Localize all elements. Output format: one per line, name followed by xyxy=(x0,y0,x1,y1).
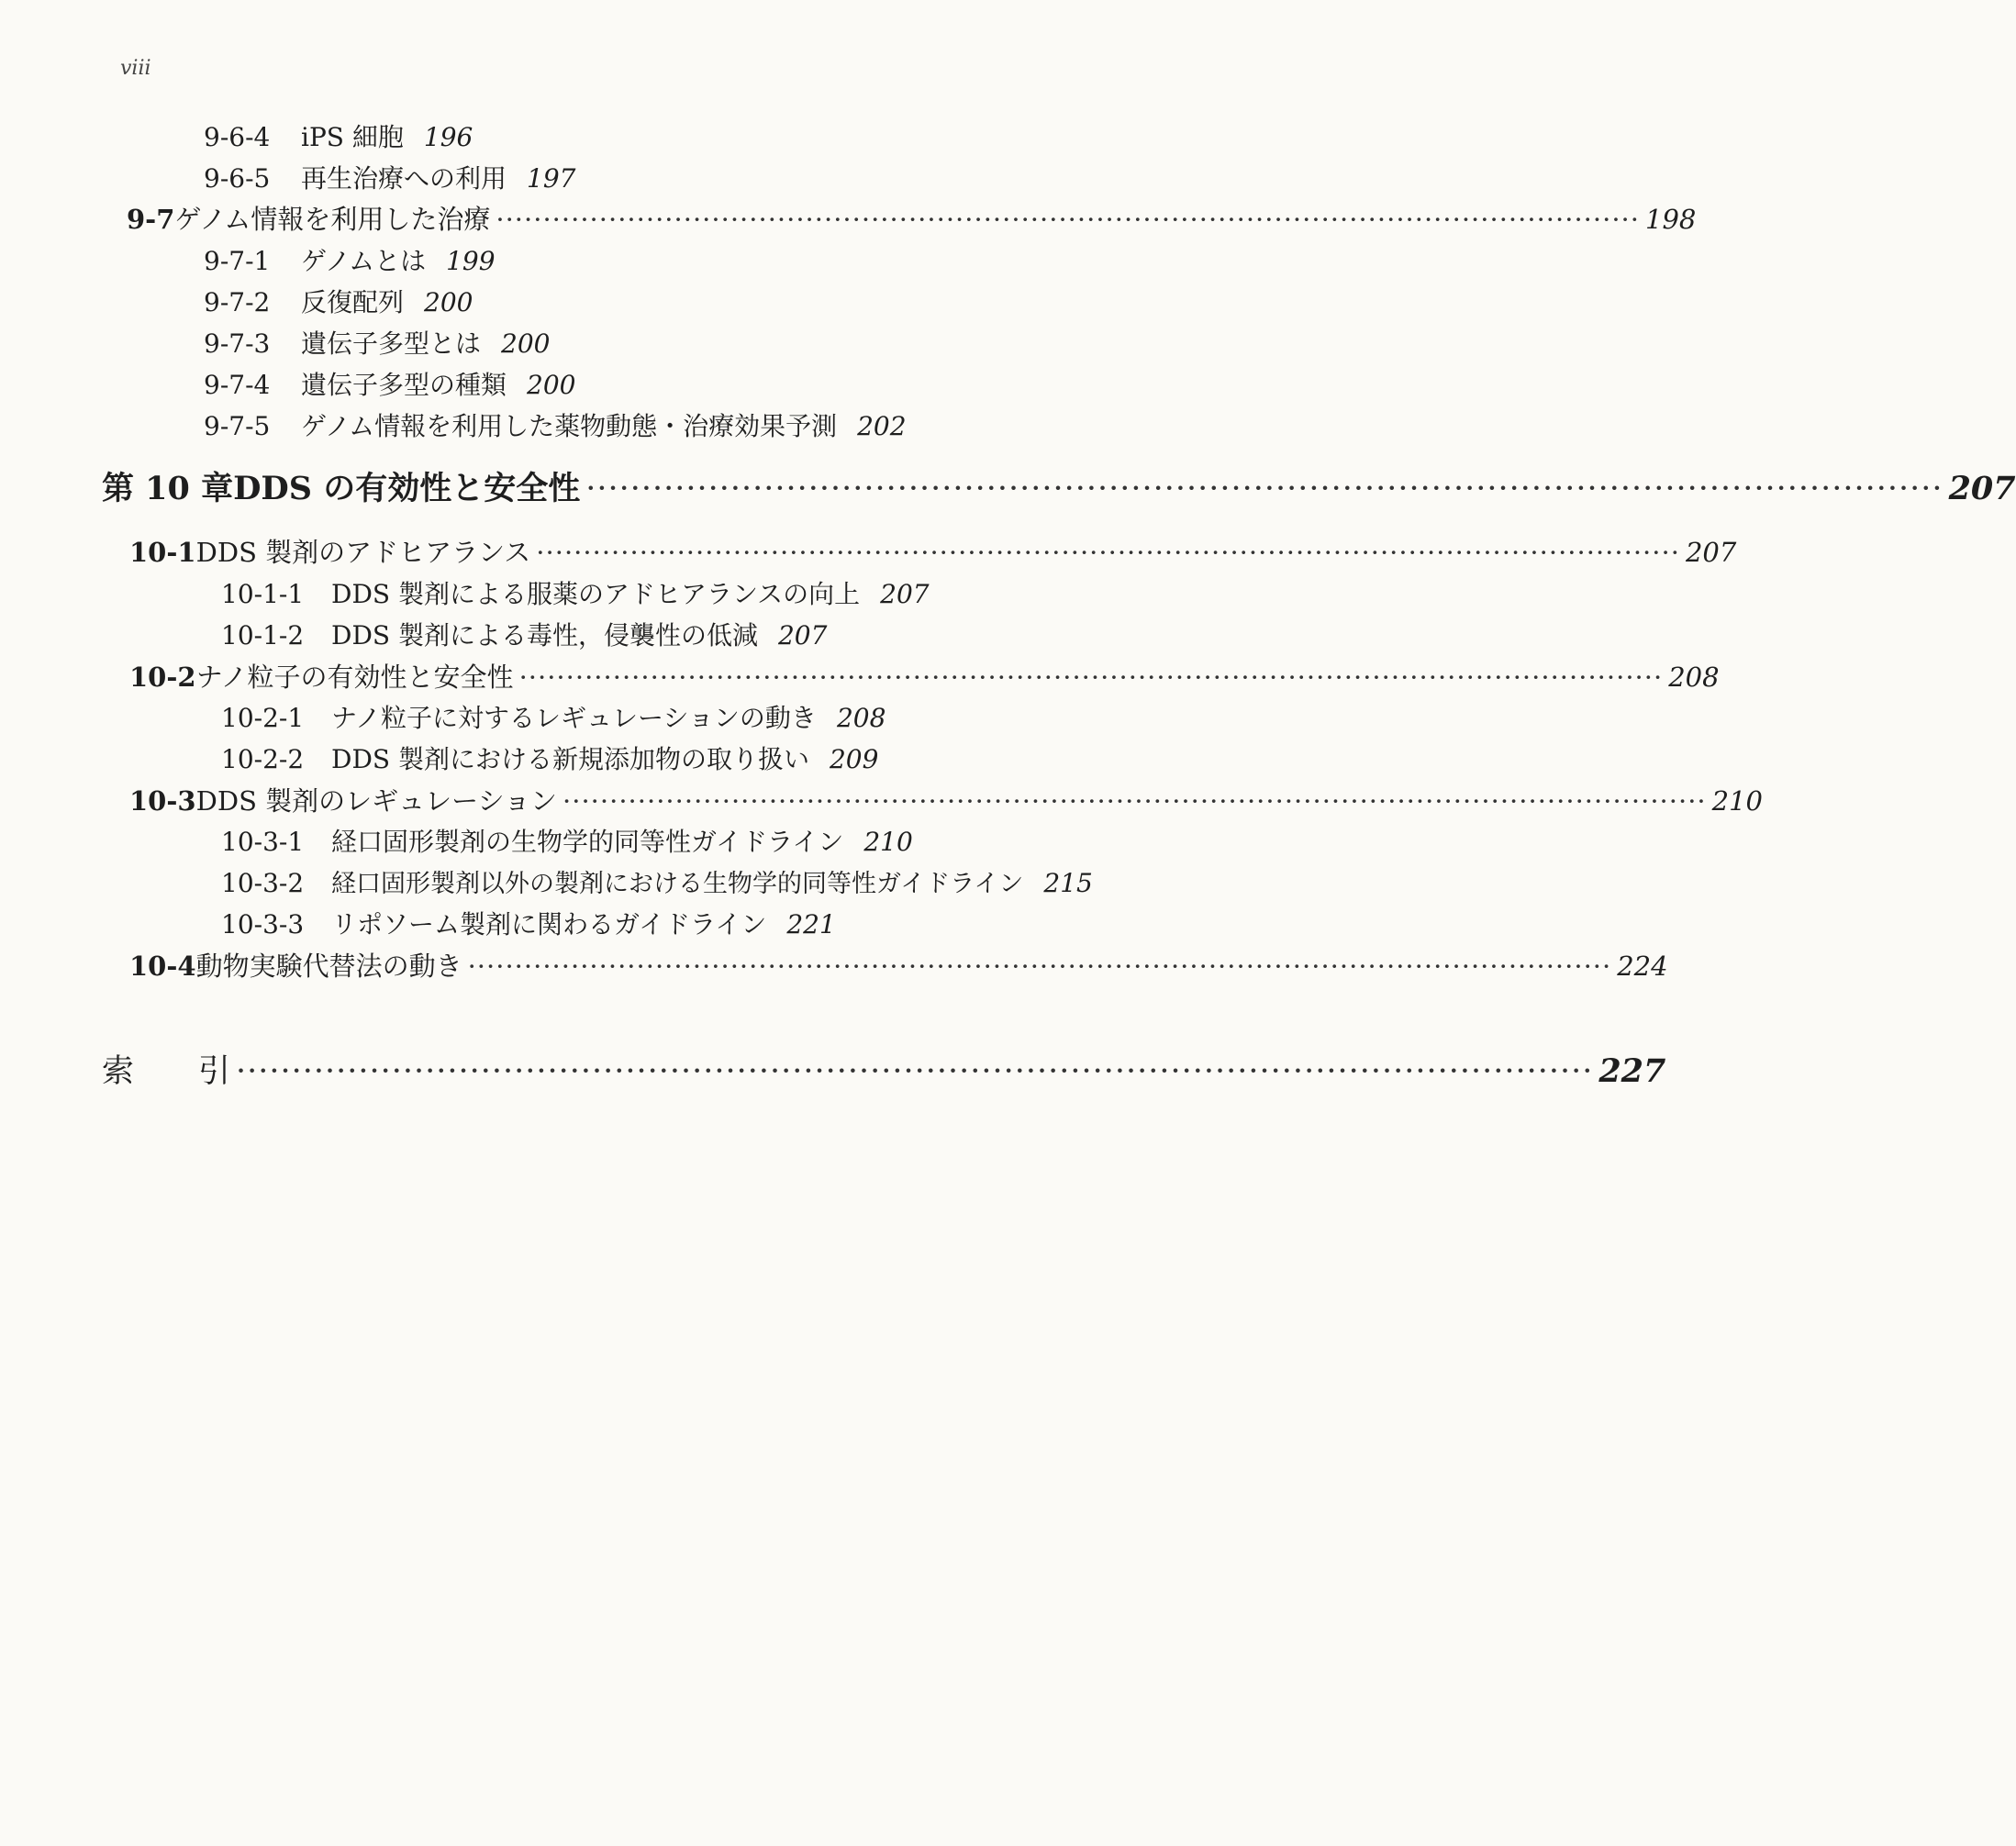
toc-entry-9-7-3[interactable] xyxy=(204,324,1030,361)
toc-entry-10-2-2[interactable] xyxy=(221,740,1084,776)
toc-entry-10-4[interactable] xyxy=(129,946,1668,984)
toc-entry-10-3-2[interactable] xyxy=(221,863,1111,899)
entry-page: 196 xyxy=(423,122,473,152)
entry-page: 208 xyxy=(836,703,886,733)
entry-page: 198 xyxy=(1645,204,1697,235)
entry-number: 10-3-2 xyxy=(221,868,305,898)
toc-entry-10-3-1[interactable] xyxy=(221,822,1084,859)
entry-page: 210 xyxy=(863,827,913,857)
entry-title: ゲノム情報を利用した治療 xyxy=(174,204,491,235)
toc-entry-10-1-1[interactable] xyxy=(221,574,1084,611)
toc-entry-9-7[interactable] xyxy=(127,199,1697,237)
toc-index[interactable] xyxy=(102,1046,1666,1092)
entry-title: iPS 細胞 xyxy=(301,122,404,152)
entry-title: ゲノムとは xyxy=(301,246,427,276)
entry-page: 208 xyxy=(1668,662,1720,693)
index-page: 227 xyxy=(1598,1052,1666,1090)
entry-title: リポソーム製剤に関わるガイドライン xyxy=(331,909,767,940)
entry-number: 9-7-4 xyxy=(204,370,271,400)
entry-page: 202 xyxy=(857,411,907,441)
entry-number: 9-7-1 xyxy=(204,246,271,276)
leader-dots: ·························································································································· xyxy=(496,204,1640,235)
entry-number: 9-6-5 xyxy=(204,163,271,194)
leader-dots: ·························································································································· xyxy=(236,1053,1594,1090)
entry-page: 200 xyxy=(527,370,576,400)
toc-entry-10-2[interactable] xyxy=(129,657,1720,695)
entry-title: DDS 製剤のアドヒアランス xyxy=(195,537,531,568)
entry-title: DDS 製剤のレギュレーション xyxy=(195,785,558,817)
entry-title: ゲノム情報を利用した薬物動態・治療効果予測 xyxy=(301,411,838,441)
toc-entry-9-7-5[interactable] xyxy=(204,406,1075,443)
entry-title: 経口固形製剤以外の製剤における生物学的同等性ガイドライン xyxy=(331,870,1024,898)
leader-dots: ·························································································································· xyxy=(467,951,1612,982)
entry-title: ナノ粒子に対するレギュレーションの動き xyxy=(331,703,817,733)
entry-page: 207 xyxy=(777,620,828,651)
entry-title: DDS 製剤における新規添加物の取り扱い xyxy=(331,744,809,774)
toc-entry-9-7-1[interactable] xyxy=(204,241,1030,278)
index-title: 索 引 xyxy=(102,1053,231,1090)
entry-title: DDS 製剤による毒性，侵襲性の低減 xyxy=(331,620,758,651)
toc-entry-10-3-3[interactable] xyxy=(221,905,1084,941)
entry-page: 209 xyxy=(829,744,879,774)
entry-title: 遺伝子多型とは xyxy=(301,328,482,359)
toc-entry-10-1[interactable] xyxy=(129,532,1737,570)
entry-number: 9-7-3 xyxy=(204,328,271,359)
toc-entry-9-7-4[interactable] xyxy=(204,365,1030,402)
entry-title: 動物実験代替法の動き xyxy=(195,951,462,982)
entry-number: 9-6-4 xyxy=(204,122,271,152)
entry-number: 10-4 xyxy=(129,951,196,982)
entry-number: 10-1 xyxy=(129,537,196,568)
chapter-page: 207 xyxy=(1948,470,2016,507)
leader-dots: ·························································································································· xyxy=(562,785,1707,817)
page-folio: viii xyxy=(120,57,151,80)
entry-page: 199 xyxy=(446,246,496,276)
entry-number: 10-3-1 xyxy=(221,827,305,857)
entry-number: 9-7 xyxy=(127,204,175,235)
entry-page: 221 xyxy=(786,909,836,940)
entry-page: 207 xyxy=(880,579,930,609)
toc-entry-9-6-5[interactable] xyxy=(204,159,1030,195)
toc-entry-9-7-2[interactable] xyxy=(204,283,1030,319)
entry-title: 遺伝子多型の種類 xyxy=(301,370,507,400)
entry-number: 10-1-2 xyxy=(221,620,305,651)
toc-entry-9-6-4[interactable] xyxy=(204,117,1030,154)
leader-dots: ·························································································································· xyxy=(518,662,1664,693)
chapter-number: 第 10 章 xyxy=(102,470,234,507)
leader-dots: ·························································································································· xyxy=(585,471,1944,507)
entry-number: 10-3 xyxy=(129,785,196,817)
entry-number: 9-7-5 xyxy=(204,411,271,441)
entry-title: 反復配列 xyxy=(301,287,405,317)
entry-title: ナノ粒子の有効性と安全性 xyxy=(195,662,514,693)
entry-number: 10-2 xyxy=(129,662,196,693)
toc-chapter-10[interactable] xyxy=(102,463,2016,509)
entry-number: 10-1-1 xyxy=(221,579,305,609)
entry-page: 197 xyxy=(527,163,576,194)
toc-entry-10-3[interactable] xyxy=(129,781,1764,818)
entry-number: 9-7-2 xyxy=(204,287,271,317)
entry-page: 224 xyxy=(1617,951,1668,982)
entry-title: 再生治療への利用 xyxy=(301,163,507,194)
chapter-title: DDS の有効性と安全性 xyxy=(233,470,581,507)
toc-entry-10-2-1[interactable] xyxy=(221,698,1084,735)
entry-title: 経口固形製剤の生物学的同等性ガイドライン xyxy=(331,827,844,857)
entry-number: 10-2-1 xyxy=(221,703,305,733)
entry-page: 210 xyxy=(1711,785,1764,817)
entry-number: 10-2-2 xyxy=(221,744,305,774)
entry-page: 207 xyxy=(1685,537,1737,568)
entry-page: 200 xyxy=(501,328,551,359)
entry-page: 200 xyxy=(424,287,473,317)
entry-number: 10-3-3 xyxy=(221,909,305,940)
leader-dots: ·························································································································· xyxy=(536,537,1680,568)
toc-entry-10-1-2[interactable] xyxy=(221,616,1084,652)
entry-page: 215 xyxy=(1043,868,1093,898)
entry-title: DDS 製剤による服薬のアドヒアランスの向上 xyxy=(331,579,861,609)
